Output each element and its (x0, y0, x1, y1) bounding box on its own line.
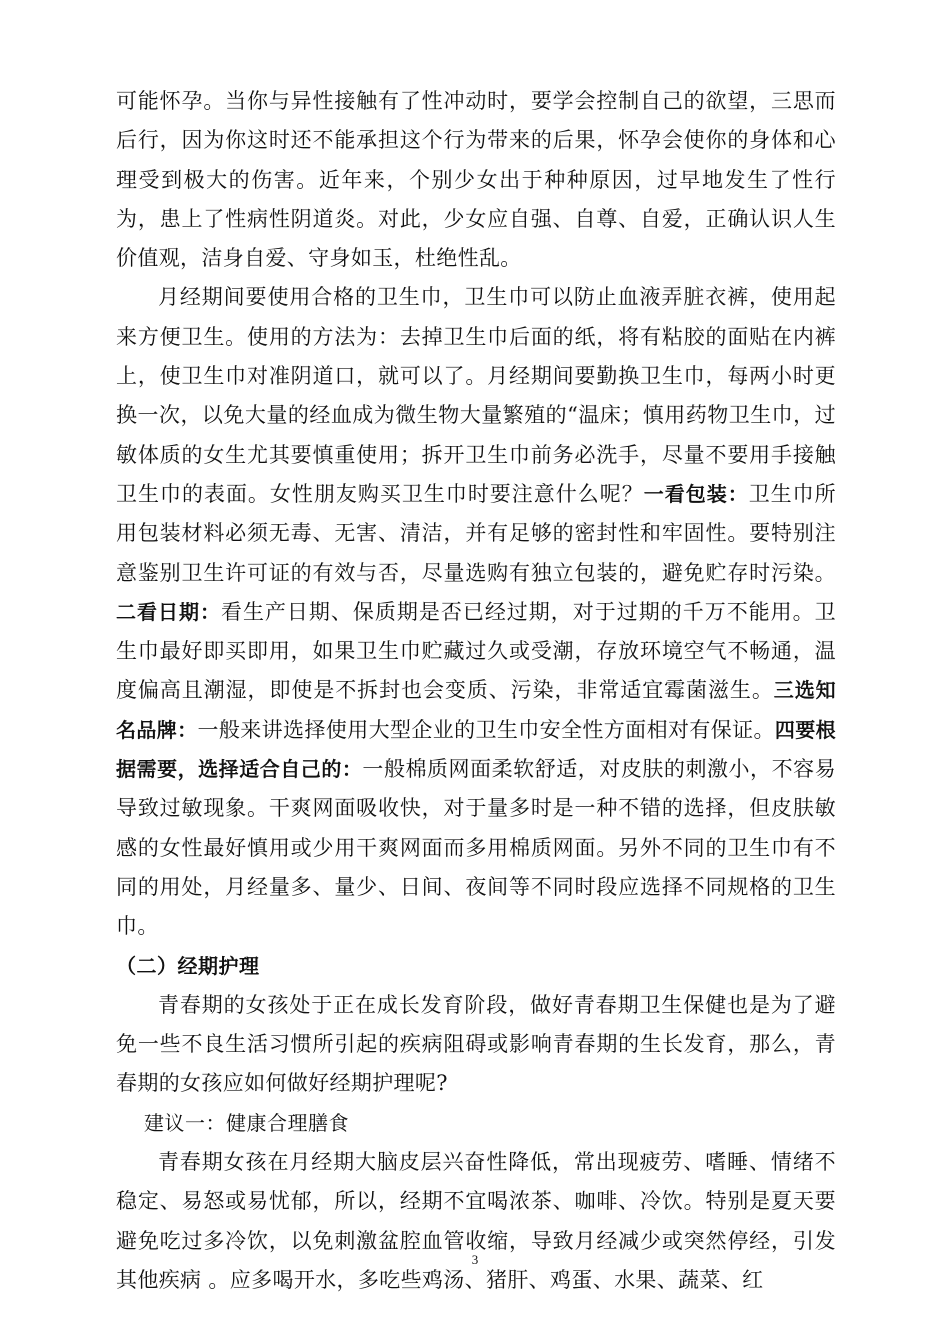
highlight-check-packaging: 一看包装： (643, 481, 749, 506)
paragraph-text: 卫生巾所用包装材料必须无毒、无害、清洁，并有足够的密封性和牢固性。要特别注意鉴别卫生许可证的有效与否，尽量选购有独立包装的，避免贮存时污染。 (116, 481, 837, 585)
paragraph-text: 一般棉质网面柔软舒适，对皮肤的刺激小，不容易导致过敏现象。干爽网面吸收快，对于量多时是一种不错的选择，但皮肤敏感的女性最好慎用或少用干爽网面而多用棉质网面。另外不同的卫生巾有不同的用处，月经量多、量少、日间、夜间等不同时段应选择不同规格的卫生巾。 (116, 757, 836, 939)
paragraph-continuation: 可能怀孕。当你与异性接触有了性冲动时，要学会控制自己的欲望，三思而后行，因为你这时还不能承担这个行为带来的后果，怀孕会使你的身体和心理受到极大的伤害。近年来，个别少女出于种种原因，过早地发生了性行为，患上了性病性阴道炎。对此，少女应自强、自尊、自爱，正确认识人生价值观，洁身自爱、守身如玉，杜绝性乱。 (116, 89, 836, 271)
paragraph-text: 看生产日期、保质期是否已经过期，对于过期的千万不能用。卫生巾最好即买即用，如果卫生巾贮藏过久或受潮，存放环境空气不畅通，温度偏高且潮湿，即使是不拆封也会变质、污染，非常适宜霉菌滋生。 (116, 599, 836, 703)
highlight-check-date: 二看日期： (116, 599, 221, 624)
document-body (116, 82, 836, 1300)
paragraph-sanitary-pads (116, 278, 836, 946)
highlight-choose-brand: 三选知名品牌： (116, 678, 836, 742)
paragraph-diet: 青春期女孩在月经期大脑皮层兴奋性降低，常出现疲劳、嗜睡、情绪不稳定、易怒或易忧郁，所以，经期不宜喝浓茶、咖啡、冷饮。特别是夏天要避免吃过多冷饮，以免刺激盆腔血管收缩，导致月经减少或突然停经，引发其他疾病 。应多喝开水，多吃些鸡汤、猪肝、鸡蛋、水果、蔬菜、红 (116, 1150, 836, 1292)
section-heading: （二）经期护理 (116, 953, 260, 978)
subsection-heading: 建议一：健康合理膳食 (144, 1110, 349, 1135)
paragraph-intro: 青春期的女孩处于正在成长发育阶段，做好青春期卫生保健也是为了避免一些不良生活习惯所引起的疾病阻碍或影响青春期的生长发育，那么，青春期的女孩应如何做好经期护理呢? (116, 992, 836, 1096)
paragraph-text: 月经期间要使用合格的卫生巾，卫生巾可以防止血液弄脏衣裤，使用起来方便卫生。使用的方法为：去掉卫生巾后面的纸，将有粘胶的面贴在内裤上，使卫生巾对准阴道口，就可以了。月经期间要勤换卫生巾，每两小时更换一次，以免大量的经血成为微生物大量繁殖的“温床；慎用药物卫生巾，过敏体质的女生尤其要慎重使用；拆开卫生巾前务必洗手，尽量不要用手接触卫生巾的表面。女性朋友购买卫生巾时要注意什么呢？ (116, 285, 836, 506)
page-number: 3 (471, 1252, 479, 1267)
paragraph-text: 一般来讲选择使用大型企业的卫生巾安全性方面相对有保证。 (197, 717, 775, 742)
highlight-choose-by-need: 四要根据需要，选择适合自己的： (116, 717, 836, 782)
